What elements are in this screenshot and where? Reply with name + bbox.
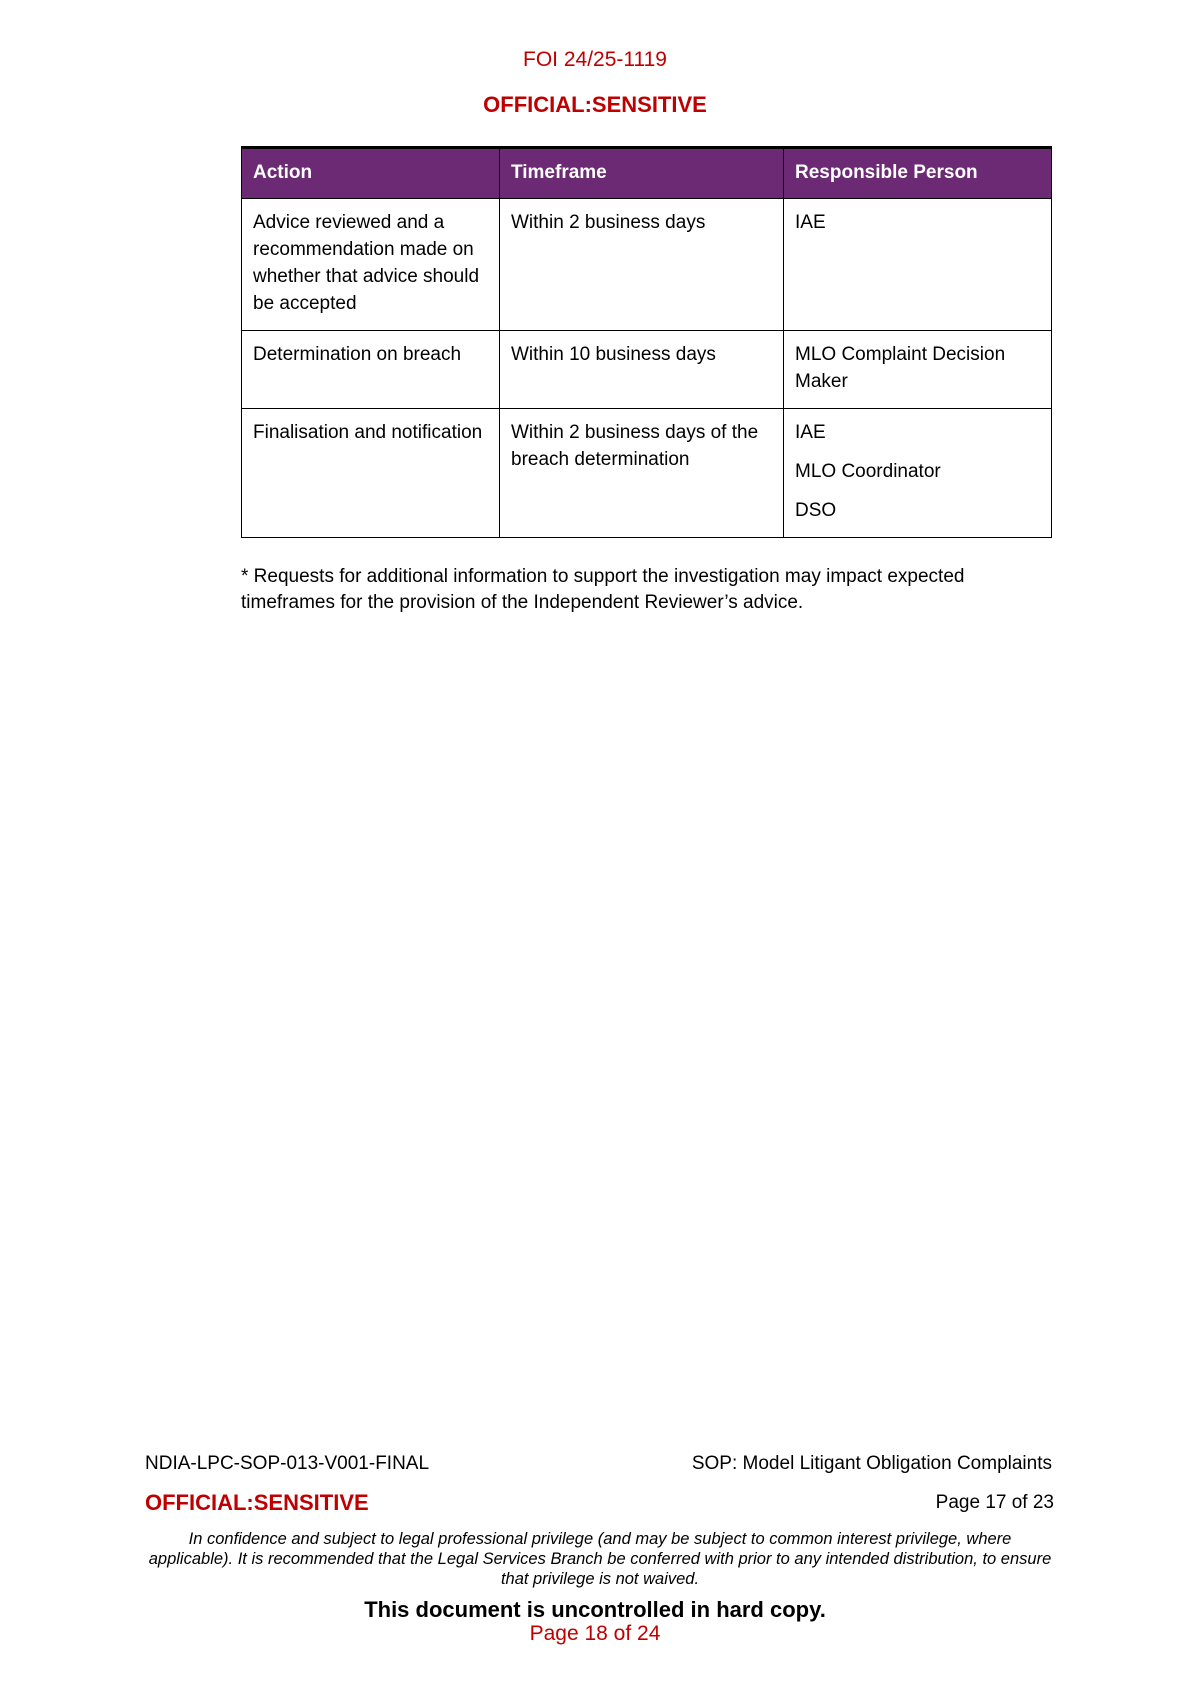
column-header-responsible-person: Responsible Person <box>784 148 1052 199</box>
table-row <box>242 409 1052 538</box>
document-id: NDIA-LPC-SOP-013-V001-FINAL <box>145 1453 430 1474</box>
column-header-timeframe: Timeframe <box>500 148 784 199</box>
timeframes-table <box>241 146 1052 538</box>
classification-marking-footer: OFFICIAL:SENSITIVE <box>145 1490 369 1515</box>
cell-timeframe: Within 10 business days <box>500 331 784 409</box>
responsible-entry: MLO Complaint Decision Maker <box>795 344 1006 392</box>
responsible-entry: MLO Coordinator <box>795 461 941 482</box>
responsible-entry: IAE <box>795 212 826 233</box>
uncontrolled-notice: This document is uncontrolled in hard copy. <box>364 1597 826 1622</box>
column-header-action: Action <box>242 148 500 199</box>
foi-page-number: Page 18 of 24 <box>529 1622 661 1645</box>
cell-responsible <box>784 331 1052 409</box>
responsible-entry: DSO <box>795 500 837 521</box>
cell-action: Advice reviewed and a recommendation made on whether that advice should be accepted <box>242 199 500 331</box>
table-row <box>242 331 1052 409</box>
table-footnote: * Requests for additional information to support the investigation may impact expected timeframes for the provision of the Independent Reviewer’s advice. <box>241 566 965 613</box>
responsible-entry: IAE <box>795 422 826 443</box>
cell-timeframe: Within 2 business days of the breach determination <box>500 409 784 538</box>
cell-timeframe: Within 2 business days <box>500 199 784 331</box>
classification-marking-top: OFFICIAL:SENSITIVE <box>483 92 707 117</box>
table-row <box>242 199 1052 331</box>
cell-responsible <box>784 199 1052 331</box>
cell-action: Determination on breach <box>242 331 500 409</box>
table-header-row <box>242 148 1052 199</box>
privilege-notice: In confidence and subject to legal professional privilege (and may be subject to common interest privilege, where applicable). It is recommended that the Legal Services Branch be conferred with prior to any intended distribution, to ensure that privilege is not waived. <box>148 1530 1052 1588</box>
page-number: Page 17 of 23 <box>935 1492 1054 1513</box>
cell-action: Finalisation and notification <box>242 409 500 538</box>
foi-reference: FOI 24/25-1119 <box>523 48 667 71</box>
cell-responsible <box>784 409 1052 538</box>
document-title: SOP: Model Litigant Obligation Complaints <box>691 1453 1052 1474</box>
